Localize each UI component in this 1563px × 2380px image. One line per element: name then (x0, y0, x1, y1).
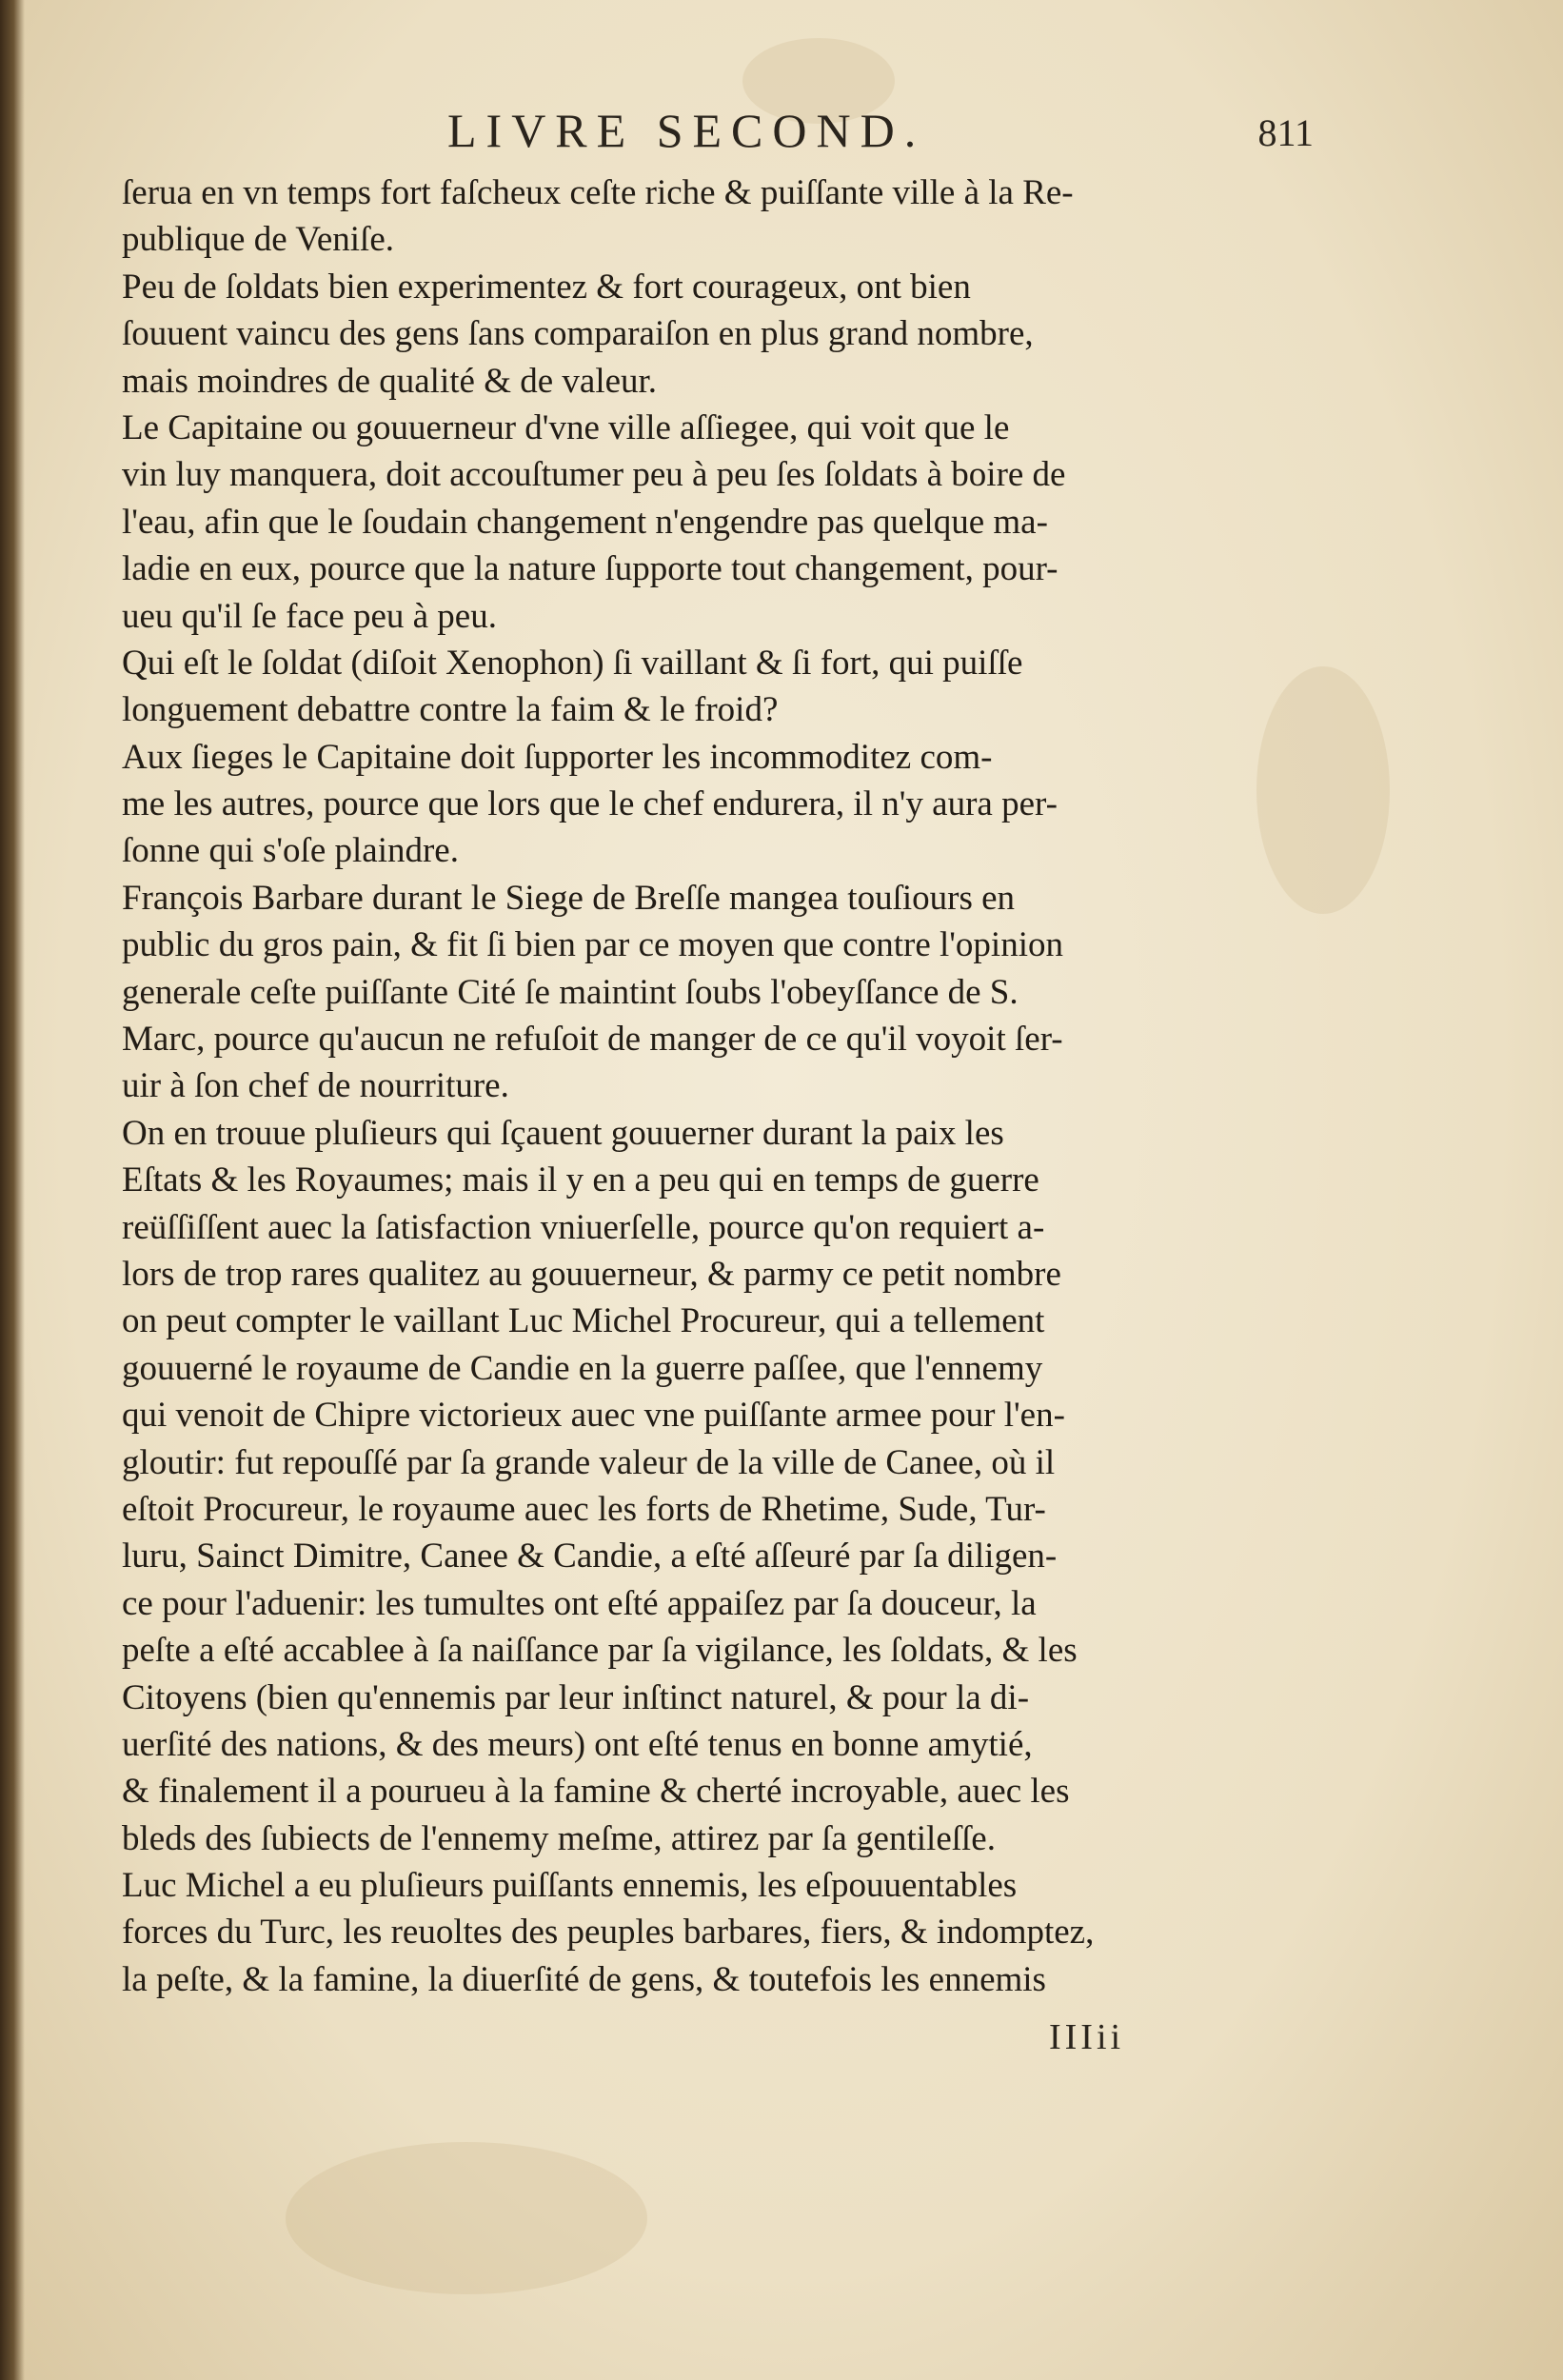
text-line: qui venoit de Chipre victorieux auec vne puiſſante armee pour l'en- (122, 1396, 1065, 1436)
text-line: & finalement il a pourueu à la famine & cherté incroyable, auec les (122, 1772, 1070, 1812)
text-line: Le Capitaine ou gouuerneur d'vne ville aſſiegee, qui voit que le (122, 407, 1010, 447)
page-number: 811 (1257, 111, 1314, 154)
page-gutter-shadow (0, 0, 25, 2380)
text-line: Peu de ſoldats bien experimentez & fort courageux, ont bien (122, 267, 971, 307)
signature-mark: IIIii (1049, 2017, 1125, 2057)
text-line: ſerua en vn temps fort faſcheux ceſte riche & puiſſante ville à la Re- (122, 173, 1074, 212)
text-line: me les autres, pource que lors que le chef endurera, il n'y aura per- (122, 784, 1058, 824)
text-line: gouuerné le royaume de Candie en la guerre paſſee, que l'ennemy (122, 1348, 1043, 1388)
text-line: vin luy manquera, doit accouſtumer peu à peu ſes ſoldats à boire de (122, 455, 1066, 495)
paper-stain (286, 2142, 647, 2294)
text-line: peſte a eſté accablee à ſa naiſſance par ſa vigilance, les ſoldats, & les (122, 1631, 1078, 1671)
text-line: Marc, pource qu'aucun ne refuſoit de manger de ce qu'il voyoit ſer- (122, 1020, 1063, 1060)
body-text (122, 169, 1302, 2003)
text-line: ueu qu'il ſe face peu à peu. (122, 596, 497, 636)
text-line: uir à ſon chef de nourriture. (122, 1066, 509, 1106)
text-line: gloutir: fut repouſſé par ſa grande valeur de la ville de Canee, où il (122, 1442, 1056, 1482)
text-line: eſtoit Procureur, le royaume auec les forts de Rhetime, Sude, Tur- (122, 1489, 1046, 1529)
text-line: lors de trop rares qualitez au gouuerneur, & parmy ce petit nombre (122, 1254, 1061, 1294)
text-line: François Barbare durant le Siege de Breſſe mangea touſiours en (122, 878, 1016, 918)
text-line: luru, Sainct Dimitre, Canee & Candie, a eſté aſſeuré par ſa diligen- (122, 1537, 1058, 1577)
text-line: reüſſiſſent auec la ſatisfaction vniuerſelle, pource qu'on requiert a- (122, 1207, 1045, 1247)
text-line: Aux ſieges le Capitaine doit ſupporter les incommoditez com- (122, 737, 993, 777)
text-line: Qui eſt le ſoldat (diſoit Xenophon) ſi vaillant & ſi fort, qui puiſſe (122, 643, 1023, 683)
text-line: Eſtats & les Royaumes; mais il y en a peu qui en temps de guerre (122, 1160, 1039, 1200)
text-line: forces du Turc, les reuoltes des peuples barbares, fiers, & indomptez, (122, 1913, 1095, 1953)
running-title: LIVRE SECOND. (447, 104, 926, 157)
text-line: publique de Veniſe. (122, 220, 395, 260)
text-line: longuement debattre contre la faim & le froid? (122, 690, 779, 730)
text-line: On en trouue pluſieurs qui ſçauent gouuerner durant la paix les (122, 1113, 1004, 1153)
text-line: mais moindres de qualité & de valeur. (122, 361, 658, 401)
text-line: bleds des ſubiects de l'ennemy meſme, attirez par ſa gentileſſe. (122, 1818, 996, 1858)
text-line: l'eau, afin que le ſoudain changement n'engendre pas quelque ma- (122, 502, 1048, 542)
text-line: Citoyens (bien qu'ennemis par leur inſtinct naturel, & pour la di- (122, 1677, 1030, 1717)
text-line: public du gros pain, & fit ſi bien par ce moyen que contre l'opinion (122, 925, 1063, 965)
text-line: la peſte, & la famine, la diuerſité de gens, & toutefois les ennemis (122, 1959, 1046, 1999)
text-line: ſouuent vaincu des gens ſans comparaiſon en plus grand nombre, (122, 314, 1034, 354)
text-line: ce pour l'aduenir: les tumultes ont eſté appaiſez par ſa douceur, la (122, 1583, 1037, 1623)
text-line: Luc Michel a eu pluſieurs puiſſants ennemis, les eſpouuentables (122, 1866, 1018, 1906)
text-line: on peut compter le vaillant Luc Michel Procureur, qui a tellement (122, 1301, 1045, 1341)
text-line: ladie en eux, pource que la nature ſupporte tout changement, pour- (122, 549, 1058, 589)
text-line: ſonne qui s'oſe plaindre. (122, 831, 459, 871)
text-line: generale ceſte puiſſante Cité ſe maintint ſoubs l'obeyſſance de S. (122, 972, 1019, 1012)
text-line: uerſité des nations, & des meurs) ont eſté tenus en bonne amytié, (122, 1724, 1033, 1764)
